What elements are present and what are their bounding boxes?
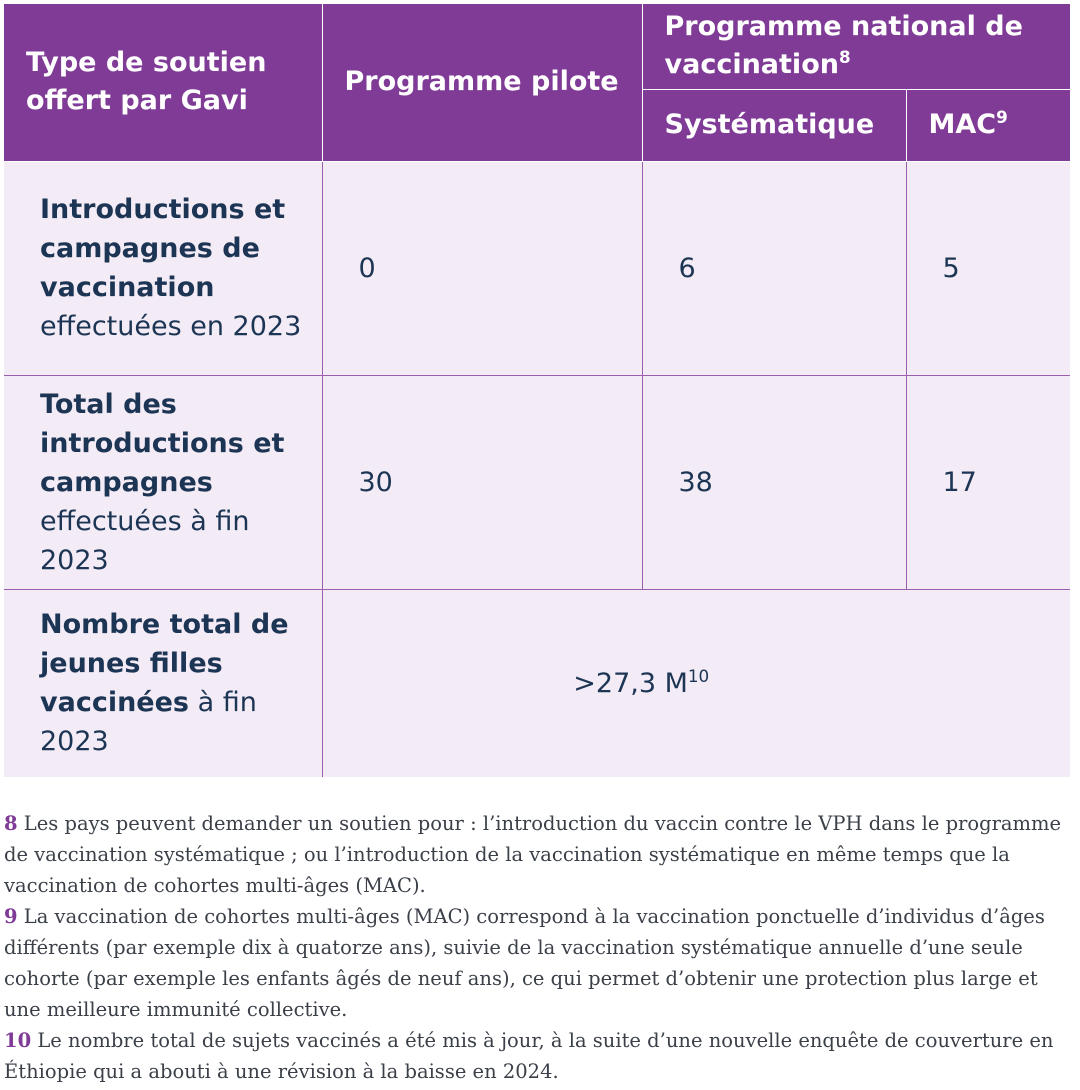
row-label-rest: à fin 2023 (40, 687, 257, 758)
footnote-number: 8 (4, 812, 18, 835)
cell-girls-vaccinated-total (322, 589, 1070, 777)
footnote-10 (4, 1025, 1070, 1087)
girls-vaccinated-value: >27,3 M (573, 667, 688, 699)
footnotes (4, 808, 1070, 1087)
header-mac-label: MAC (928, 109, 997, 140)
footnote-text: La vaccination de cohortes multi-âges (MAC) correspond à la vaccination ponctuelle d’individus d’âges différents (par exemple dix à quatorze ans), suivie de la vaccination systématique annuelle d’une seule cohorte (par exemple les enfants âgés de neuf ans), ce qui permet d’obtenir une protection plus large et une meilleure immunité collective. (4, 905, 1045, 1021)
cell-routine-total: 38 (642, 375, 906, 589)
table-row (4, 161, 1070, 375)
cell-mac-total: 17 (906, 375, 1070, 589)
row-label-bold: Introductions et campagnes de vaccination (40, 194, 286, 303)
cell-pilot-2023: 0 (322, 161, 642, 375)
row-label-total-end-2023 (4, 375, 322, 589)
footnote-ref-10: 10 (687, 665, 710, 686)
cell-routine-2023: 6 (642, 161, 906, 375)
header-national-programme (642, 4, 1070, 89)
row-label-bold: Nombre total de jeunes filles vaccinées (40, 609, 289, 719)
header-routine: Systématique (642, 89, 906, 161)
row-label-bold: Total des introductions et campagnes (40, 388, 285, 498)
hpv-support-table (4, 4, 1070, 777)
row-label-girls-vaccinated (4, 589, 322, 777)
cell-mac-2023: 5 (906, 161, 1070, 375)
footnote-number: 10 (4, 1029, 32, 1052)
footnote-number: 9 (4, 905, 18, 928)
footnote-ref-8: 8 (838, 47, 851, 68)
footnote-8 (4, 808, 1070, 901)
row-label-rest: effectuées à fin 2023 (40, 505, 250, 576)
header-national-label: Programme national de vaccination (664, 11, 1023, 81)
header-mac (906, 89, 1070, 161)
row-label-rest: effectuées en 2023 (40, 311, 302, 342)
row-label-introductions-2023 (4, 161, 322, 375)
header-pilot-programme: Programme pilote (322, 4, 642, 161)
footnote-text: Le nombre total de sujets vaccinés a été mis à jour, à la suite d’une nouvelle enquête de couverture en Éthiopie qui a abouti à une révision à la baisse en 2024. (4, 1029, 1054, 1083)
footnote-ref-9: 9 (996, 107, 1008, 127)
footnote-9 (4, 901, 1070, 1025)
table-row (4, 589, 1070, 777)
header-support-type: Type de soutien offert par Gavi (4, 4, 322, 161)
cell-pilot-total: 30 (322, 375, 642, 589)
table-row (4, 375, 1070, 589)
footnote-text: Les pays peuvent demander un soutien pour : l’introduction du vaccin contre le VPH dans le programme de vaccination systématique ; ou l’introduction de la vaccination systématique en même temps que la vaccination de cohortes multi-âges (MAC). (4, 812, 1062, 897)
